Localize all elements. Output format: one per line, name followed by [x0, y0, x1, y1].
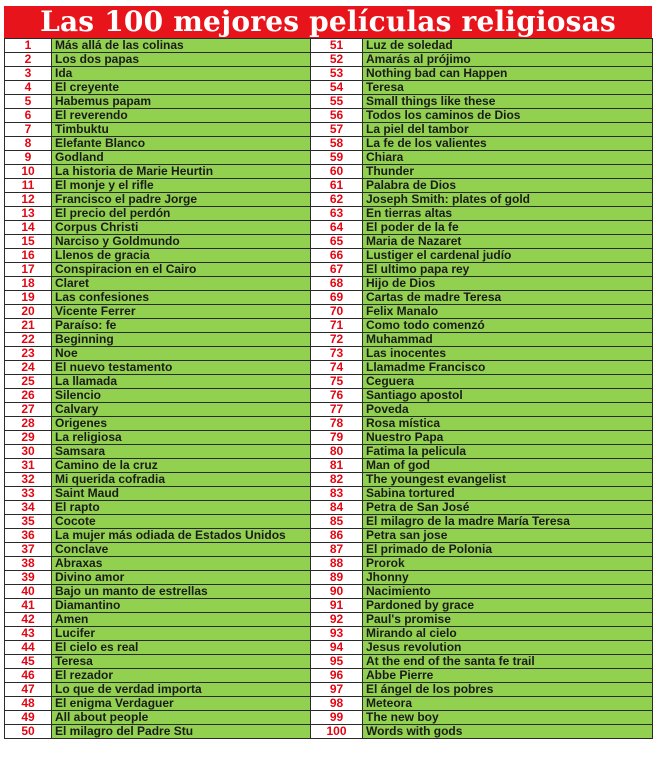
- left-rank-number: 35: [5, 515, 52, 529]
- right-movie-title: Rosa mística: [363, 417, 653, 431]
- table-row: [5, 389, 653, 403]
- left-rank-number: 26: [5, 389, 52, 403]
- right-rank-number: 51: [311, 39, 363, 53]
- right-rank-number: 56: [311, 109, 363, 123]
- right-movie-title: Muhammad: [363, 333, 653, 347]
- left-rank-number: 30: [5, 445, 52, 459]
- left-rank-number: 24: [5, 361, 52, 375]
- left-rank-number: 34: [5, 501, 52, 515]
- right-movie-title: La piel del tambor: [363, 123, 653, 137]
- right-rank-number: 71: [311, 319, 363, 333]
- table-row: [5, 193, 653, 207]
- table-row: [5, 81, 653, 95]
- right-movie-title: La fe de los valientes: [363, 137, 653, 151]
- right-rank-number: 59: [311, 151, 363, 165]
- left-movie-title: Divino amor: [52, 571, 311, 585]
- table-row: [5, 585, 653, 599]
- right-movie-title: Nuestro Papa: [363, 431, 653, 445]
- left-rank-number: 6: [5, 109, 52, 123]
- left-rank-number: 23: [5, 347, 52, 361]
- page-title: Las 100 mejores películas religiosas: [4, 6, 652, 38]
- left-movie-title: La historia de Marie Heurtin: [52, 165, 311, 179]
- right-movie-title: Como todo comenzó: [363, 319, 653, 333]
- left-rank-number: 31: [5, 459, 52, 473]
- right-movie-title: At the end of the santa fe trail: [363, 655, 653, 669]
- table-row: [5, 683, 653, 697]
- left-rank-number: 17: [5, 263, 52, 277]
- left-movie-title: Abraxas: [52, 557, 311, 571]
- right-movie-title: Jhonny: [363, 571, 653, 585]
- left-movie-title: Saint Maud: [52, 487, 311, 501]
- right-rank-number: 55: [311, 95, 363, 109]
- left-rank-number: 44: [5, 641, 52, 655]
- left-movie-title: Teresa: [52, 655, 311, 669]
- right-rank-number: 100: [311, 725, 363, 739]
- table-row: [5, 529, 653, 543]
- table-row: [5, 263, 653, 277]
- right-movie-title: Man of god: [363, 459, 653, 473]
- right-rank-number: 98: [311, 697, 363, 711]
- left-rank-number: 10: [5, 165, 52, 179]
- right-rank-number: 75: [311, 375, 363, 389]
- right-movie-title: Hijo de Dios: [363, 277, 653, 291]
- right-movie-title: Luz de soledad: [363, 39, 653, 53]
- table-row: [5, 151, 653, 165]
- table-row: [5, 543, 653, 557]
- table-row: [5, 599, 653, 613]
- right-rank-number: 63: [311, 207, 363, 221]
- table-row: [5, 53, 653, 67]
- right-movie-title: Las inocentes: [363, 347, 653, 361]
- table-row: [5, 669, 653, 683]
- left-rank-number: 36: [5, 529, 52, 543]
- left-rank-number: 9: [5, 151, 52, 165]
- right-movie-title: Mirando al cielo: [363, 627, 653, 641]
- left-movie-title: Vicente Ferrer: [52, 305, 311, 319]
- table-row: [5, 39, 653, 53]
- right-rank-number: 79: [311, 431, 363, 445]
- right-movie-title: Maria de Nazaret: [363, 235, 653, 249]
- right-rank-number: 96: [311, 669, 363, 683]
- left-rank-number: 48: [5, 697, 52, 711]
- right-rank-number: 66: [311, 249, 363, 263]
- left-rank-number: 45: [5, 655, 52, 669]
- right-movie-title: Palabra de Dios: [363, 179, 653, 193]
- table-row: [5, 725, 653, 739]
- right-rank-number: 61: [311, 179, 363, 193]
- table-row: [5, 431, 653, 445]
- left-movie-title: Cocote: [52, 515, 311, 529]
- left-rank-number: 4: [5, 81, 52, 95]
- left-movie-title: Narciso y Goldmundo: [52, 235, 311, 249]
- right-rank-number: 97: [311, 683, 363, 697]
- left-movie-title: El milagro del Padre Stu: [52, 725, 311, 739]
- left-rank-number: 27: [5, 403, 52, 417]
- left-rank-number: 42: [5, 613, 52, 627]
- left-movie-title: Conclave: [52, 543, 311, 557]
- right-rank-number: 88: [311, 557, 363, 571]
- table-row: [5, 375, 653, 389]
- left-movie-title: Silencio: [52, 389, 311, 403]
- table-row: [5, 403, 653, 417]
- left-rank-number: 8: [5, 137, 52, 151]
- left-movie-title: Camino de la cruz: [52, 459, 311, 473]
- left-rank-number: 25: [5, 375, 52, 389]
- right-movie-title: El ultimo papa rey: [363, 263, 653, 277]
- right-movie-title: Sabina tortured: [363, 487, 653, 501]
- right-rank-number: 89: [311, 571, 363, 585]
- right-rank-number: 77: [311, 403, 363, 417]
- left-movie-title: Más allá de las colinas: [52, 39, 311, 53]
- right-movie-title: El poder de la fe: [363, 221, 653, 235]
- left-movie-title: Mi querida cofradia: [52, 473, 311, 487]
- left-rank-number: 40: [5, 585, 52, 599]
- right-movie-title: Petra san jose: [363, 529, 653, 543]
- right-movie-title: Paul's promise: [363, 613, 653, 627]
- right-rank-number: 68: [311, 277, 363, 291]
- right-rank-number: 78: [311, 417, 363, 431]
- left-movie-title: Timbuktu: [52, 123, 311, 137]
- left-rank-number: 41: [5, 599, 52, 613]
- left-movie-title: Habemus papam: [52, 95, 311, 109]
- table-row: [5, 277, 653, 291]
- table-row: [5, 627, 653, 641]
- right-rank-number: 92: [311, 613, 363, 627]
- left-rank-number: 12: [5, 193, 52, 207]
- left-rank-number: 39: [5, 571, 52, 585]
- table-row: [5, 95, 653, 109]
- table-row: [5, 417, 653, 431]
- left-movie-title: El monje y el rifle: [52, 179, 311, 193]
- left-movie-title: El rezador: [52, 669, 311, 683]
- left-movie-title: Ida: [52, 67, 311, 81]
- left-movie-title: El nuevo testamento: [52, 361, 311, 375]
- table-row: [5, 697, 653, 711]
- left-movie-title: Paraíso: fe: [52, 319, 311, 333]
- right-rank-number: 69: [311, 291, 363, 305]
- left-rank-number: 50: [5, 725, 52, 739]
- right-rank-number: 60: [311, 165, 363, 179]
- right-movie-title: Abbe Pierre: [363, 669, 653, 683]
- left-movie-title: Conspiracion en el Cairo: [52, 263, 311, 277]
- right-rank-number: 87: [311, 543, 363, 557]
- table-row: [5, 487, 653, 501]
- right-movie-title: Petra de San José: [363, 501, 653, 515]
- table-row: [5, 641, 653, 655]
- table-row: [5, 361, 653, 375]
- left-movie-title: Bajo un manto de estrellas: [52, 585, 311, 599]
- table-row: [5, 655, 653, 669]
- right-movie-title: Poveda: [363, 403, 653, 417]
- left-movie-title: El cielo es real: [52, 641, 311, 655]
- left-rank-number: 28: [5, 417, 52, 431]
- right-rank-number: 94: [311, 641, 363, 655]
- left-rank-number: 33: [5, 487, 52, 501]
- left-movie-title: Las confesiones: [52, 291, 311, 305]
- right-rank-number: 86: [311, 529, 363, 543]
- left-movie-title: Origenes: [52, 417, 311, 431]
- table-row: [5, 613, 653, 627]
- right-rank-number: 93: [311, 627, 363, 641]
- right-rank-number: 81: [311, 459, 363, 473]
- right-movie-title: Meteora: [363, 697, 653, 711]
- table-row: [5, 459, 653, 473]
- left-rank-number: 7: [5, 123, 52, 137]
- right-movie-title: El milagro de la madre María Teresa: [363, 515, 653, 529]
- left-rank-number: 5: [5, 95, 52, 109]
- left-rank-number: 16: [5, 249, 52, 263]
- right-rank-number: 52: [311, 53, 363, 67]
- left-movie-title: Claret: [52, 277, 311, 291]
- ranking-rows: [5, 39, 653, 739]
- left-movie-title: Francisco el padre Jorge: [52, 193, 311, 207]
- right-rank-number: 99: [311, 711, 363, 725]
- left-movie-title: Diamantino: [52, 599, 311, 613]
- right-movie-title: Santiago apostol: [363, 389, 653, 403]
- right-movie-title: El ángel de los pobres: [363, 683, 653, 697]
- left-movie-title: El precio del perdón: [52, 207, 311, 221]
- right-movie-title: En tierras altas: [363, 207, 653, 221]
- right-rank-number: 83: [311, 487, 363, 501]
- left-movie-title: Calvary: [52, 403, 311, 417]
- table-row: [5, 165, 653, 179]
- left-rank-number: 13: [5, 207, 52, 221]
- right-rank-number: 95: [311, 655, 363, 669]
- right-rank-number: 91: [311, 599, 363, 613]
- right-movie-title: Llamadme Francisco: [363, 361, 653, 375]
- right-rank-number: 57: [311, 123, 363, 137]
- left-rank-number: 3: [5, 67, 52, 81]
- table-row: [5, 291, 653, 305]
- left-movie-title: El rapto: [52, 501, 311, 515]
- right-rank-number: 54: [311, 81, 363, 95]
- table-row: [5, 333, 653, 347]
- right-movie-title: Todos los caminos de Dios: [363, 109, 653, 123]
- left-movie-title: El creyente: [52, 81, 311, 95]
- right-movie-title: El primado de Polonia: [363, 543, 653, 557]
- right-movie-title: Teresa: [363, 81, 653, 95]
- right-movie-title: Joseph Smith: plates of gold: [363, 193, 653, 207]
- left-rank-number: 29: [5, 431, 52, 445]
- table-row: [5, 221, 653, 235]
- right-movie-title: The new boy: [363, 711, 653, 725]
- left-rank-number: 18: [5, 277, 52, 291]
- left-movie-title: Samsara: [52, 445, 311, 459]
- right-movie-title: Chiara: [363, 151, 653, 165]
- left-rank-number: 38: [5, 557, 52, 571]
- right-rank-number: 64: [311, 221, 363, 235]
- table-row: [5, 67, 653, 81]
- left-movie-title: La religiosa: [52, 431, 311, 445]
- table-row: [5, 249, 653, 263]
- left-movie-title: All about people: [52, 711, 311, 725]
- table-row: [5, 179, 653, 193]
- right-rank-number: 84: [311, 501, 363, 515]
- left-movie-title: La llamada: [52, 375, 311, 389]
- table-row: [5, 571, 653, 585]
- ranking-sheet: [4, 6, 652, 739]
- left-movie-title: Los dos papas: [52, 53, 311, 67]
- left-movie-title: Noe: [52, 347, 311, 361]
- right-movie-title: Lustiger el cardenal judío: [363, 249, 653, 263]
- right-rank-number: 82: [311, 473, 363, 487]
- right-movie-title: Cartas de madre Teresa: [363, 291, 653, 305]
- table-row: [5, 123, 653, 137]
- right-movie-title: The youngest evangelist: [363, 473, 653, 487]
- left-movie-title: Amen: [52, 613, 311, 627]
- left-rank-number: 21: [5, 319, 52, 333]
- right-movie-title: Fatima la pelicula: [363, 445, 653, 459]
- right-rank-number: 85: [311, 515, 363, 529]
- table-row: [5, 445, 653, 459]
- left-rank-number: 2: [5, 53, 52, 67]
- right-movie-title: Pardoned by grace: [363, 599, 653, 613]
- table-row: [5, 557, 653, 571]
- left-movie-title: Elefante Blanco: [52, 137, 311, 151]
- right-rank-number: 65: [311, 235, 363, 249]
- left-movie-title: Beginning: [52, 333, 311, 347]
- left-rank-number: 32: [5, 473, 52, 487]
- movie-ranking-table: [4, 38, 653, 739]
- left-rank-number: 47: [5, 683, 52, 697]
- left-rank-number: 15: [5, 235, 52, 249]
- left-rank-number: 1: [5, 39, 52, 53]
- left-movie-title: Godland: [52, 151, 311, 165]
- right-movie-title: Prorok: [363, 557, 653, 571]
- right-movie-title: Felix Manalo: [363, 305, 653, 319]
- table-row: [5, 319, 653, 333]
- right-rank-number: 72: [311, 333, 363, 347]
- right-movie-title: Jesus revolution: [363, 641, 653, 655]
- right-movie-title: Words with gods: [363, 725, 653, 739]
- left-rank-number: 37: [5, 543, 52, 557]
- right-rank-number: 90: [311, 585, 363, 599]
- table-row: [5, 515, 653, 529]
- left-rank-number: 19: [5, 291, 52, 305]
- right-rank-number: 58: [311, 137, 363, 151]
- right-movie-title: Nacimiento: [363, 585, 653, 599]
- left-movie-title: Lucifer: [52, 627, 311, 641]
- right-movie-title: Thunder: [363, 165, 653, 179]
- right-movie-title: Amarás al prójimo: [363, 53, 653, 67]
- right-rank-number: 67: [311, 263, 363, 277]
- right-rank-number: 53: [311, 67, 363, 81]
- table-row: [5, 207, 653, 221]
- right-rank-number: 76: [311, 389, 363, 403]
- table-row: [5, 711, 653, 725]
- table-row: [5, 137, 653, 151]
- right-rank-number: 70: [311, 305, 363, 319]
- left-rank-number: 43: [5, 627, 52, 641]
- right-rank-number: 80: [311, 445, 363, 459]
- left-rank-number: 20: [5, 305, 52, 319]
- left-movie-title: Llenos de gracia: [52, 249, 311, 263]
- right-rank-number: 74: [311, 361, 363, 375]
- left-movie-title: El enigma Verdaguer: [52, 697, 311, 711]
- left-movie-title: El reverendo: [52, 109, 311, 123]
- left-movie-title: Corpus Christi: [52, 221, 311, 235]
- right-rank-number: 73: [311, 347, 363, 361]
- right-movie-title: Ceguera: [363, 375, 653, 389]
- table-row: [5, 235, 653, 249]
- left-rank-number: 49: [5, 711, 52, 725]
- left-rank-number: 46: [5, 669, 52, 683]
- left-movie-title: La mujer más odiada de Estados Unidos: [52, 529, 311, 543]
- left-rank-number: 22: [5, 333, 52, 347]
- table-row: [5, 347, 653, 361]
- table-row: [5, 501, 653, 515]
- left-movie-title: Lo que de verdad importa: [52, 683, 311, 697]
- right-movie-title: Nothing bad can Happen: [363, 67, 653, 81]
- left-rank-number: 14: [5, 221, 52, 235]
- table-row: [5, 109, 653, 123]
- right-movie-title: Small things like these: [363, 95, 653, 109]
- table-row: [5, 305, 653, 319]
- left-rank-number: 11: [5, 179, 52, 193]
- table-row: [5, 473, 653, 487]
- right-rank-number: 62: [311, 193, 363, 207]
